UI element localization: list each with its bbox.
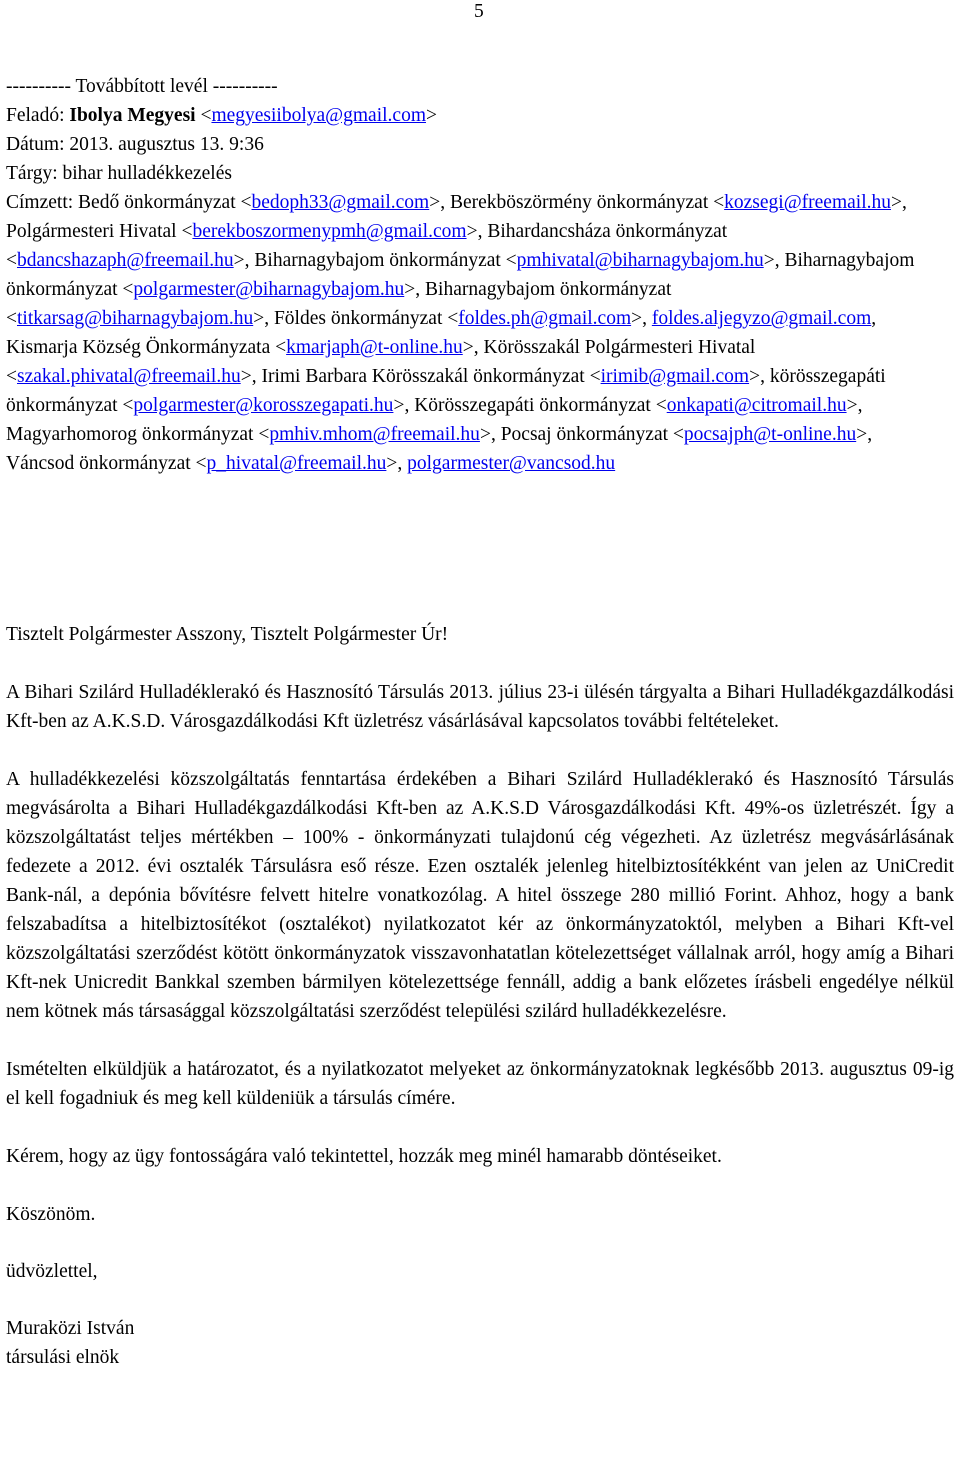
recipient-name: Kismarja Község Önkormányzata <box>6 337 276 358</box>
paragraph: Ismételten elküldjük a határozatot, és a nyilatkozatot melyeket az önkormányzatoknak legkésőbb 2013. augusztus 09-ig el kell fogadniuk és meg kell küldeniük a társulás címére. <box>6 1059 954 1109</box>
recipient-email-link[interactable]: pmhivatal@biharnagybajom.hu <box>516 250 764 271</box>
recipient-email-link[interactable]: pocsajph@t-online.hu <box>683 424 857 445</box>
paragraph: A hulladékkezelési közszolgáltatás fenntartása érdekében a Bihari Szilárd Hulladéklerakó és Hasznosító Társulás megvásárolta a Bihari Hulladékgazdálkodási Kft-ben az A.K.S.D Városgazdálkodási Kft. 49%-os üzletrészét. Így a közszolgáltatást teljes mértékben – 100% - önkormányzati tulajdonú cég végezheti. Az üzletrész megvásárlásának fedezete a 2012. évi osztalék Társulásra eső része. Ezen osztalék jelenleg hitelbiztosítékként van jelen az UniCredit Bank-nál, a depónia bővítésre felvett hitelre vonatkozólag. A hitel összege 280 millió Forint. Ahhoz, hogy a bank felszabadítsa a hitelbiztosítékot (osztalékot) nyilatkozatot kér az önkormányzatoktól, melyben a Bihari Kft-vel közszolgáltatási szerződést kötött önkormányzatok visszavonhatatlan kötelezettséget vállalnak arról, hogy amíg a Bihari Kft-nek Unicredit Bankkal szemben bármilyen kötelezettsége fennáll, addig a bank előzetes írásbeli engedélye nélkül nem kötnek más társasággal közszolgáltatási szerződést települési szilárd hulladékkezelésre. <box>6 769 954 1022</box>
recipient-email-link[interactable]: onkapati@citromail.hu <box>666 395 847 416</box>
recipient-email-link[interactable]: pmhiv.mhom@freemail.hu <box>269 424 480 445</box>
from-email-link[interactable]: megyesiibolya@gmail.com <box>211 105 426 126</box>
paragraph: A Bihari Szilárd Hulladéklerakó és Hasznosító Társulás 2013. július 23-i ülésén tárgyalta a Bihari Hulladékgazdálkodási Kft-ben az A.K.S.D. Városgazdálkodási Kft üzletrész vásárlásával kapcsolatos további feltételeket. <box>6 682 954 732</box>
recipient-email-link[interactable]: p_hivatal@freemail.hu <box>206 453 387 474</box>
date-line: Dátum: 2013. augusztus 13. 9:36 <box>6 134 264 155</box>
recipient-name: Bihardancsháza önkormányzat <box>487 221 728 242</box>
recipient-email-link[interactable]: polgarmester@biharnagybajom.hu <box>133 279 405 300</box>
recipient-name: Berekböszörmény önkormányzat <box>449 192 714 213</box>
recipient-name: Pocsaj önkormányzat <box>500 424 673 445</box>
page-number: 5 <box>474 1 484 22</box>
recipient-email-link[interactable]: polgarmester@vancsod.hu <box>407 453 616 474</box>
email-header <box>6 72 930 478</box>
recipient-email-link[interactable]: bedoph33@gmail.com <box>251 192 430 213</box>
recipient-name: Irimi Barbara Körösszakál önkormányzat <box>261 366 590 387</box>
recipient-name: Körösszakál Polgármesteri Hivatal <box>483 337 756 358</box>
recipient-name: Földes önkormányzat <box>273 308 448 329</box>
recipient-email-link[interactable]: irimib@gmail.com <box>600 366 750 387</box>
recipient-name: Biharnagybajom önkormányzat <box>254 250 506 271</box>
recipient-email-link[interactable]: foldes.aljegyzo@gmail.com <box>651 308 872 329</box>
closing: üdvözlettel, <box>6 1261 98 1282</box>
recipient-name: Biharnagybajom önkormányzat <box>425 279 672 300</box>
salutation: Tisztelt Polgármester Asszony, Tisztelt Polgármester Úr! <box>6 624 449 645</box>
paragraph: Kérem, hogy az ügy fontosságára való tekintettel, hozzák meg minél hamarabb döntéseiket. <box>6 1146 722 1167</box>
recipient-email-link[interactable]: bdancshazaph@freemail.hu <box>17 250 234 271</box>
from-line: Feladó: Ibolya Megyesi <megyesiibolya@gmail.com> <box>6 105 437 126</box>
recipient-name: Magyarhomorog önkormányzat <box>6 424 259 445</box>
thanks: Köszönöm. <box>6 1204 96 1225</box>
recipient-email-link[interactable]: berekboszormenypmh@gmail.com <box>192 221 467 242</box>
forwarded-line: ---------- Továbbított levél ---------- <box>6 76 278 97</box>
recipient-email-link[interactable]: foldes.ph@gmail.com <box>458 308 632 329</box>
recipient-name: Váncsod önkormányzat <box>6 453 196 474</box>
subject-line: Tárgy: bihar hulladékkezelés <box>6 163 232 184</box>
email-body <box>6 620 954 1372</box>
recipient-name: Biharnagybajom önkormányzat <box>6 250 915 300</box>
recipient-name: Bedő önkormányzat <box>78 192 241 213</box>
signature-name: Muraközi István <box>6 1318 135 1339</box>
recipient-name: Polgármesteri Hivatal <box>6 221 182 242</box>
recipients-line: Címzett: Bedő önkormányzat <bedoph33@gmail.com>, Berekböszörmény önkormányzat <kozsegi@freemail.hu>, Polgármesteri Hivatal <berekboszormenypmh@gmail.com>, Bihardancsháza önkormányzat <bdancshazaph@freemail.hu>, Biharnagybajom önkormányzat <pmhivatal@biharnagybajom.hu>, Biharnagybajom önkormányzat <polgarmester@biharnagybajom.hu>, Biharnagybajom önkormányzat <titkarsag@biharnagybajom.hu>, Földes önkormányzat <foldes.ph@gmail.com>, foldes.aljegyzo@gmail.com, Kismarja Község Önkormányzata <kmarjaph@t-online.hu>, Körösszakál Polgármesteri Hivatal <szakal.phivatal@freemail.hu>, Irimi Barbara Körösszakál önkormányzat <irimib@gmail.com>, körösszegapáti önkormányzat <polgarmester@korosszegapati.hu>, Körösszegapáti önkormányzat <onkapati@citromail.hu>, Magyarhomorog önkormányzat <pmhiv.mhom@freemail.hu>, Pocsaj önkormányzat <pocsajph@t-online.hu>, Váncsod önkormányzat <p_hivatal@freemail.hu>, polgarmester@vancsod.hu <box>6 192 915 474</box>
recipient-email-link[interactable]: kmarjaph@t-online.hu <box>286 337 463 358</box>
recipient-email-link[interactable]: polgarmester@korosszegapati.hu <box>133 395 394 416</box>
recipient-email-link[interactable]: kozsegi@freemail.hu <box>724 192 891 213</box>
recipient-name: körösszegapáti önkormányzat <box>6 366 886 416</box>
from-name: Ibolya Megyesi <box>69 105 196 126</box>
recipient-email-link[interactable]: szakal.phivatal@freemail.hu <box>17 366 241 387</box>
signature-title: társulási elnök <box>6 1347 120 1368</box>
recipient-email-link[interactable]: titkarsag@biharnagybajom.hu <box>17 308 254 329</box>
recipient-name: Körösszegapáti önkormányzat <box>414 395 656 416</box>
